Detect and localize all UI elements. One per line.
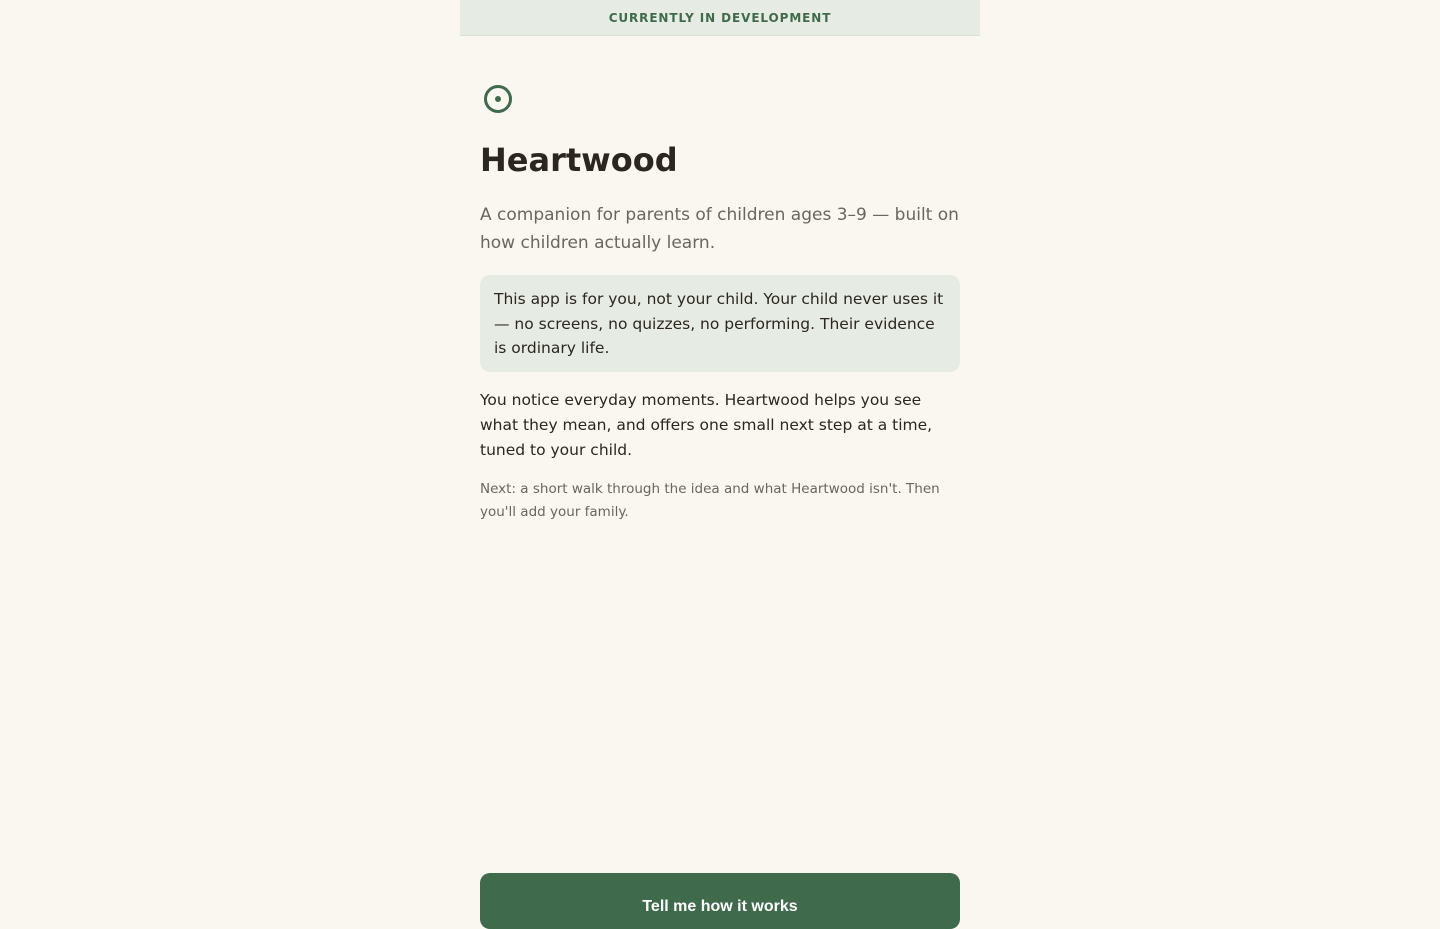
development-banner [460, 0, 980, 36]
app-tagline: A companion for parents of children ages 3–9 — built on how children actually learn. [480, 205, 959, 253]
next-step-note: Next: a short walk through the idea and what Heartwood isn't. Then you'll add your family. [480, 481, 940, 520]
callout-text: This app is for you, not your child. Your child never uses it — no screens, no quizzes, no performing. Their evidence is ordinary life. [494, 290, 944, 357]
development-banner-text: CURRENTLY IN DEVELOPMENT [608, 10, 832, 25]
onboarding-column [460, 0, 980, 915]
app-title: Heartwood [480, 141, 678, 179]
parent-only-callout [480, 275, 960, 372]
intro-body-text: You notice everyday moments. Heartwood helps you see what they mean, and offers one small next step at a time, tuned to your child. [480, 391, 933, 459]
tell-me-how-it-works-button[interactable]: Tell me how it works [480, 873, 960, 929]
target-circle-icon [483, 84, 513, 114]
